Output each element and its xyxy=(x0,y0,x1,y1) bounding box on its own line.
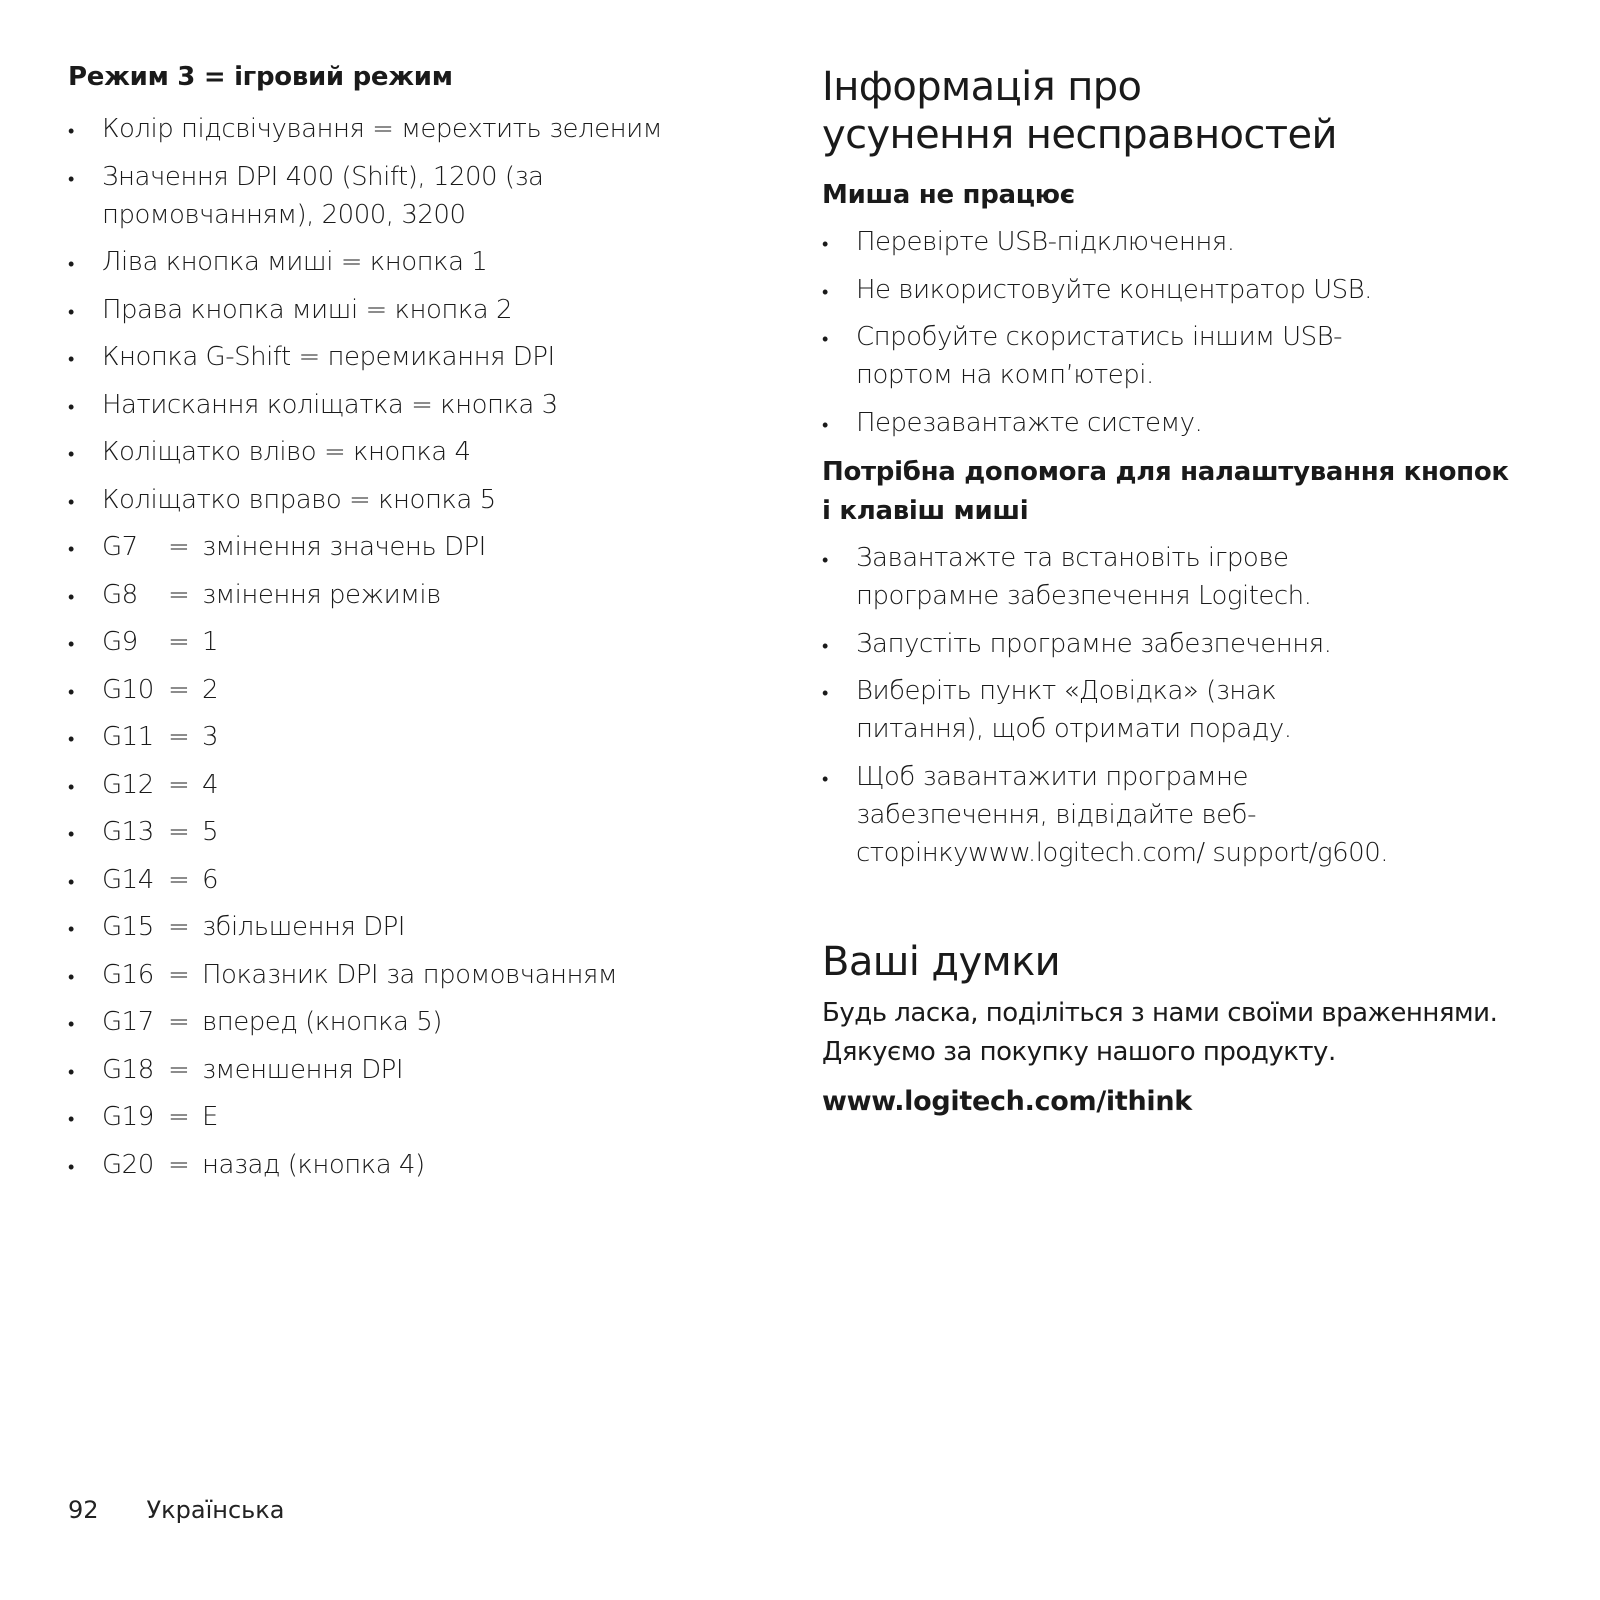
gkey-item xyxy=(68,1146,788,1184)
gkey-label: G7 xyxy=(102,532,138,562)
list-item: • Перезавантажте систему. xyxy=(822,404,1552,442)
bullet-icon xyxy=(822,758,832,799)
bullet-icon xyxy=(68,623,78,664)
gkey-item xyxy=(68,576,788,614)
gkey-label: G14 xyxy=(102,864,154,895)
list-item: • Завантажте та встановіть ігрове програмне забезпечення Logitech. xyxy=(822,539,1416,615)
mouse-not-working-list xyxy=(822,223,1552,451)
bullet-icon xyxy=(68,481,78,522)
list-item: • Значення DPI 400 (Shift), 1200 (за промовчанням), 2000, 3200 xyxy=(68,158,757,234)
gkey-label: G16 xyxy=(102,959,154,990)
equals-sign: = xyxy=(168,579,190,610)
gkey-item xyxy=(68,908,788,946)
feedback-title: Ваші думки xyxy=(822,939,1061,985)
gkey-label: G11 xyxy=(102,722,154,752)
bullet-icon xyxy=(68,861,78,902)
gkey-item xyxy=(68,956,788,994)
list-item: • Коліщатко вліво = кнопка 4 xyxy=(68,433,788,471)
list-item: • Колір підсвічування = мерехтить зеленим xyxy=(68,110,788,148)
bullet-icon xyxy=(68,386,78,427)
feedback-text-line-2: Дякуємо за покупку нашого продукту. xyxy=(822,1037,1336,1067)
bullet-icon xyxy=(68,110,78,151)
bullet-icon xyxy=(822,539,832,580)
equals-sign: = xyxy=(168,1102,190,1132)
bullet-icon xyxy=(68,1146,78,1187)
equals-sign: = xyxy=(168,674,190,705)
page-number: 92 xyxy=(68,1496,99,1524)
gkey-value: 2 xyxy=(202,674,219,705)
bullet-icon xyxy=(68,1003,78,1044)
button-setup-help-heading: Потрібна допомога для налаштування кнопок і клавіш миші xyxy=(822,457,1509,526)
gkey-label: G15 xyxy=(102,912,154,942)
list-item: • Виберіть пункт «Довідка» (знак питання), щоб отримати пораду. xyxy=(822,672,1401,748)
bullet-icon xyxy=(68,158,78,199)
gkey-value: 5 xyxy=(202,817,219,847)
gkey-value: збільшення DPI xyxy=(202,912,405,942)
list-item: • Кнопка G-Shift = перемикання DPI xyxy=(68,338,788,376)
list-item: • Перевірте USB-підключення. xyxy=(822,223,1552,261)
gkey-label: G10 xyxy=(102,674,154,705)
equals-sign: = xyxy=(168,1149,190,1180)
bullet-icon xyxy=(822,672,832,713)
gkey-value: Показник DPI за промовчанням xyxy=(202,959,618,990)
equals-sign: = xyxy=(168,769,190,800)
equals-sign: = xyxy=(168,1054,190,1085)
mode-3-heading: Режим 3 = ігровий режим xyxy=(68,62,453,92)
equals-sign: = xyxy=(168,722,190,752)
gkey-value: E xyxy=(202,1102,218,1132)
gkey-label: G19 xyxy=(102,1102,154,1132)
gkey-item xyxy=(68,528,788,566)
bullet-icon xyxy=(822,318,832,359)
gkey-value: назад (кнопка 4) xyxy=(202,1149,425,1180)
gkey-item xyxy=(68,623,788,661)
bullet-icon xyxy=(68,766,78,807)
equals-sign: = xyxy=(168,532,190,562)
gkey-item xyxy=(68,1098,788,1136)
equals-sign: = xyxy=(168,912,190,942)
bullet-icon xyxy=(68,671,78,712)
bullet-icon xyxy=(68,433,78,474)
equals-sign: = xyxy=(168,1007,190,1037)
gkey-item xyxy=(68,861,788,899)
bullet-icon xyxy=(822,271,832,312)
feedback-link[interactable]: www.logitech.com/ithink xyxy=(822,1086,1192,1117)
bullet-icon xyxy=(68,528,78,569)
bullet-icon xyxy=(68,1098,78,1139)
equals-sign: = xyxy=(168,817,190,847)
gkey-item xyxy=(68,1051,788,1089)
list-item: • Запустіть програмне забезпечення. xyxy=(822,625,1442,663)
gkey-label: G12 xyxy=(102,769,154,800)
gkey-item xyxy=(68,718,788,756)
list-item: • Коліщатко вправо = кнопка 5 xyxy=(68,481,788,519)
gkey-value: зменшення DPI xyxy=(202,1054,404,1085)
bullet-icon xyxy=(68,908,78,949)
gkey-label: G17 xyxy=(102,1007,154,1037)
mode-3-list xyxy=(68,110,788,1193)
list-item: • Ліва кнопка миші = кнопка 1 xyxy=(68,243,788,281)
gkey-value: змінення режимів xyxy=(202,579,441,610)
bullet-icon xyxy=(822,223,832,264)
bullet-icon xyxy=(68,243,78,284)
list-item: • Спробуйте скористатись іншим USB-портом на комп’ютері. xyxy=(822,318,1436,394)
gkey-value: 6 xyxy=(202,864,219,895)
gkey-label: G20 xyxy=(102,1149,154,1180)
gkey-item xyxy=(68,671,788,709)
page-footer xyxy=(68,1496,285,1524)
gkey-label: G9 xyxy=(102,627,138,657)
list-item: • Права кнопка миші = кнопка 2 xyxy=(68,291,788,329)
gkey-item xyxy=(68,1003,788,1041)
troubleshooting-title: Інформація про усунення несправностей xyxy=(822,64,1337,158)
language-label: Українська xyxy=(146,1496,285,1524)
mouse-not-working-heading: Миша не працює xyxy=(822,180,1075,210)
gkey-label: G8 xyxy=(102,579,138,610)
bullet-icon xyxy=(68,956,78,997)
bullet-icon xyxy=(68,718,78,759)
bullet-icon xyxy=(68,291,78,332)
gkey-item xyxy=(68,813,788,851)
equals-sign: = xyxy=(168,627,190,657)
bullet-icon xyxy=(822,404,832,445)
bullet-icon xyxy=(68,1051,78,1092)
list-item: • Щоб завантажити програмне забезпечення, відвідайте веб-сторінкуwww.logitech.com/ support/g600. xyxy=(822,758,1441,872)
gkey-label: G13 xyxy=(102,817,154,847)
list-item: • Натискання коліщатка = кнопка 3 xyxy=(68,386,788,424)
gkey-value: 3 xyxy=(202,722,219,752)
gkey-value: змінення значень DPI xyxy=(202,532,486,562)
gkey-value: вперед (кнопка 5) xyxy=(202,1007,442,1037)
gkey-label: G18 xyxy=(102,1054,154,1085)
gkey-value: 1 xyxy=(202,627,219,657)
equals-sign: = xyxy=(168,959,190,990)
bullet-icon xyxy=(68,338,78,379)
bullet-icon xyxy=(68,576,78,617)
equals-sign: = xyxy=(168,864,190,895)
bullet-icon xyxy=(822,625,832,666)
button-setup-help-list xyxy=(822,539,1442,881)
bullet-icon xyxy=(68,813,78,854)
gkey-value: 4 xyxy=(202,769,219,800)
gkey-item xyxy=(68,766,788,804)
feedback-text-line-1: Будь ласка, поділіться з нами своїми враженнями. xyxy=(822,998,1498,1028)
list-item: • Не використовуйте концентратор USB. xyxy=(822,271,1552,309)
